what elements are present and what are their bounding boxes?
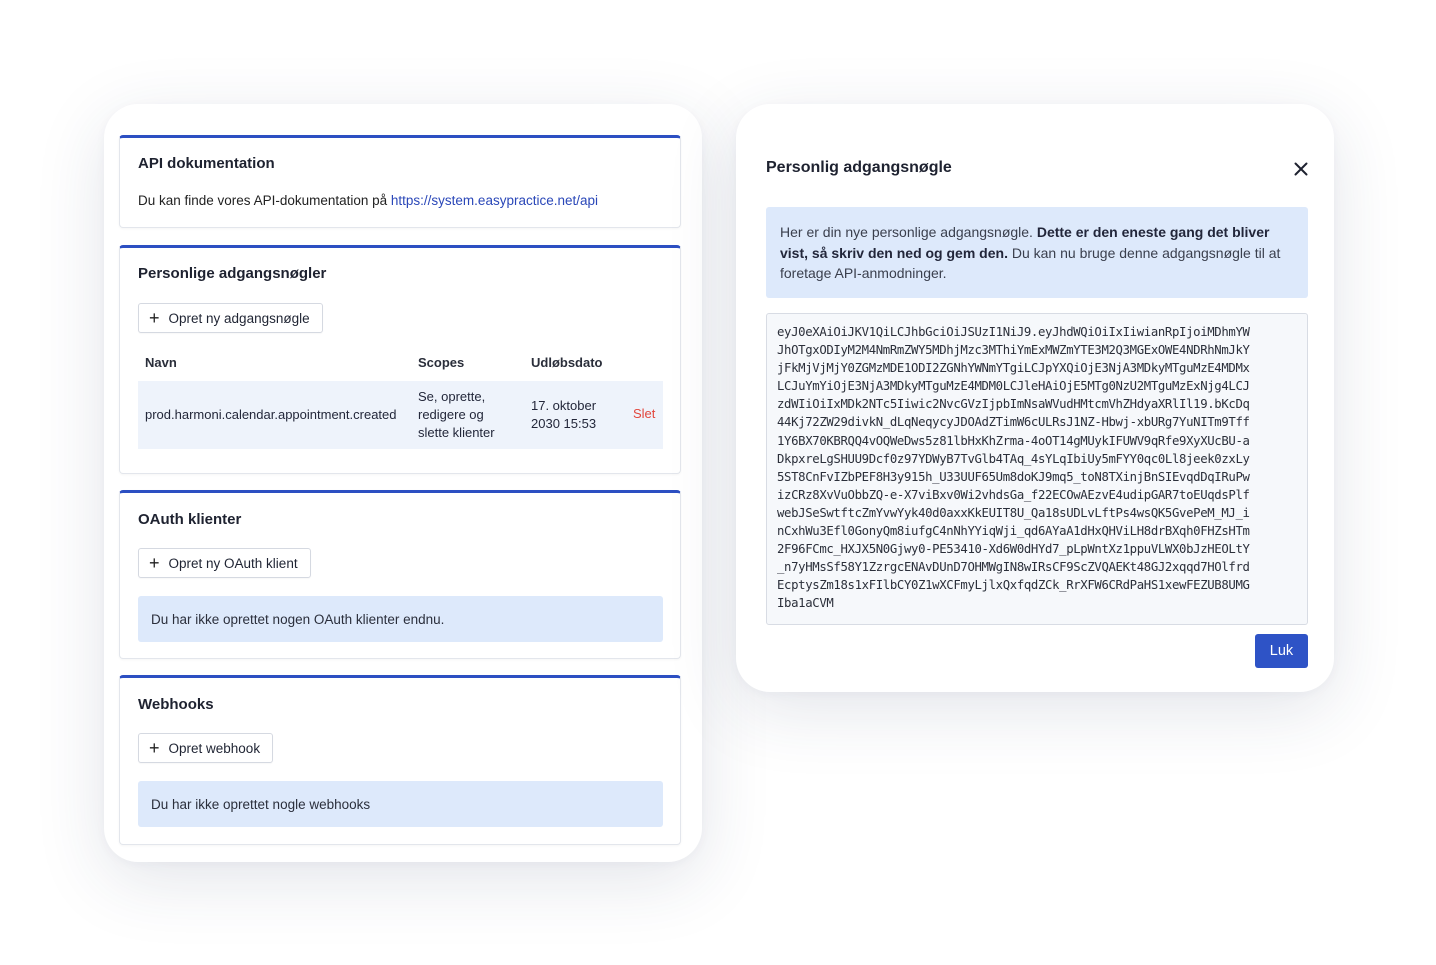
token-line: zdWIiOiIxMDk2NTc5Iiwic2NvcGVzIjpbImNsaWVudHMtcmVhZHdyaXRlIl19.bKcDq — [777, 397, 1250, 412]
modal-info-text-suffix: Du kan nu bruge denne adgangsnøgle til at foretage API-anmodninger. — [780, 244, 1281, 281]
api-docs-title: API dokumentation — [138, 155, 275, 172]
key-scopes-cell — [418, 388, 495, 442]
delete-key-link[interactable]: Slet — [633, 406, 656, 421]
key-expiry-cell — [531, 397, 596, 433]
token-line: DkpxreLgSHUU9Dcf0z97YDWyB7TvGlb4TAq_4sYLqIbiUy5mFYY0qc0Ll8jeek0zxLy — [777, 451, 1250, 466]
token-line: _n7yHMsSf58Y1ZzrgcENAvDUnD7OHMWgIN8wIRsCF9ScZVQAEKt48GJ2xqqd7HOlfrd — [777, 560, 1250, 575]
create-webhook-button[interactable] — [138, 733, 273, 763]
token-line: nCxhWu3Efl0GonyQm8iufgC4nNhYYiqWji_qd6AYaA1dHxQHViLH8drBXqh0FHZsHTm — [777, 524, 1250, 539]
scope-line: redigere og — [418, 407, 484, 422]
webhooks-empty-notice: Du har ikke oprettet nogle webhooks — [138, 781, 663, 827]
key-name-cell: prod.harmoni.calendar.appointment.created — [145, 407, 397, 422]
personal-keys-title: Personlige adgangsnøgler — [138, 265, 327, 282]
modal-info-text: Her er din nye personlige adgangsnøgle. — [780, 224, 1037, 240]
token-line: jFkMjVjMjY0ZGMzMDE1ODI2ZGNhYWNmYTgiLCJpYXQiOjE3NjA3MDkyMTguMzE4MDMx — [777, 361, 1250, 376]
oauth-title: OAuth klienter — [138, 511, 242, 528]
create-webhook-label: Opret webhook — [168, 740, 261, 756]
expiry-time-line: 2030 15:53 — [531, 416, 597, 431]
token-line: 1Y6BX70KBRQQ4vOQWeDws5z81lbHxKhZrma-4oOT14gMUykIFUWV9qRfe9XyXUcBU-a — [777, 433, 1250, 448]
modal-info-notice — [766, 207, 1308, 298]
token-line: 2F96FCmc_HXJX5N0Gjwy0-PE53410-Xd6W0dHYd7_pLpWntXz1ppuVLWX0bJzHEOLtY — [777, 542, 1250, 557]
token-line: izCRz8XvVuObbZQ-e-X7viBxv0Wi2vhdsGa_f22ECOwAEzvE4udipGAR7toEUqdsPlf — [777, 487, 1250, 502]
api-docs-panel — [119, 135, 681, 228]
create-oauth-client-button[interactable] — [138, 548, 311, 578]
plus-icon: + — [149, 738, 160, 758]
create-oauth-client-label: Opret ny OAuth klient — [168, 555, 298, 571]
token-line: webJSeSwtftcZmYvwYyk40d0axxKkEUIT8U_Qa18sUDLvLftPs4wsQK5GvePeM_MJ_i — [777, 505, 1250, 520]
token-line: EcptysZm18s1xFIlbCY0Z1wXCFmyLjlxQxfqdZCk_RrXFW6CRdPaHS1xewFEZUB8UMG — [777, 578, 1250, 593]
scope-line: slette klienter — [418, 425, 495, 440]
api-docs-link[interactable]: https://system.easypractice.net/api — [390, 193, 599, 208]
token-line: 44Kj72ZW29divkN_dLqNeqycyJDOAdZTimW6cULRsJ1NZ-Hbwj-xbURg7YuNITm9Tff — [777, 415, 1250, 430]
close-icon[interactable] — [1292, 160, 1310, 178]
plus-icon: + — [149, 553, 160, 573]
close-button[interactable]: Luk — [1255, 634, 1308, 668]
api-docs-text: Du kan finde vores API-dokumentation på — [138, 193, 391, 208]
modal-title: Personlig adgangsnøgle — [766, 159, 952, 176]
webhooks-title: Webhooks — [138, 696, 214, 713]
expiry-date-line: 17. oktober — [531, 398, 597, 413]
column-header-scopes: Scopes — [418, 355, 465, 370]
create-access-key-button[interactable] — [138, 303, 323, 333]
create-access-key-label: Opret ny adgangsnøgle — [168, 310, 310, 326]
plus-icon: + — [149, 308, 160, 328]
settings-card — [104, 104, 702, 862]
token-line: JhOTgxODIyM2M4NmRmZWY5MDhjMzc3MThiYmExMWZmYTE3M2Q3MGExOWE4NDRhNmJkY — [777, 343, 1250, 358]
personal-keys-panel — [119, 245, 681, 474]
column-header-name: Navn — [145, 355, 177, 370]
api-docs-text-line — [138, 193, 598, 208]
token-line: eyJ0eXAiOiJKV1QiLCJhbGciOiJSUzI1NiJ9.eyJhdWQiOiIxIiwianRpIjoiMDhmYW — [777, 325, 1250, 339]
access-key-modal — [736, 104, 1334, 692]
token-line: LCJuYmYiOjE3NjA3MDkyMTguMzE4MDM0LCJleHAiOjE5MTg0NzU2MTguMzExNjg4LCJ — [777, 379, 1250, 394]
access-token-text[interactable] — [766, 313, 1308, 625]
token-line: 5ST8CnFvIZbPEF8H3y915h_U33UUF65Um8doKJ9mq5_toN8TXinjBnSIEvqdDqIRuPw — [777, 469, 1250, 484]
webhooks-panel — [119, 675, 681, 845]
column-header-expiry: Udløbsdato — [531, 355, 603, 370]
token-line: Iba1aCVM — [777, 596, 834, 611]
oauth-panel — [119, 490, 681, 659]
scope-line: Se, oprette, — [418, 389, 486, 404]
oauth-empty-notice: Du har ikke oprettet nogen OAuth klienter endnu. — [138, 596, 663, 642]
modal-info-warning: Dette er den eneste gang det bliver vist, så skriv den ned og gem den. — [780, 224, 1270, 261]
